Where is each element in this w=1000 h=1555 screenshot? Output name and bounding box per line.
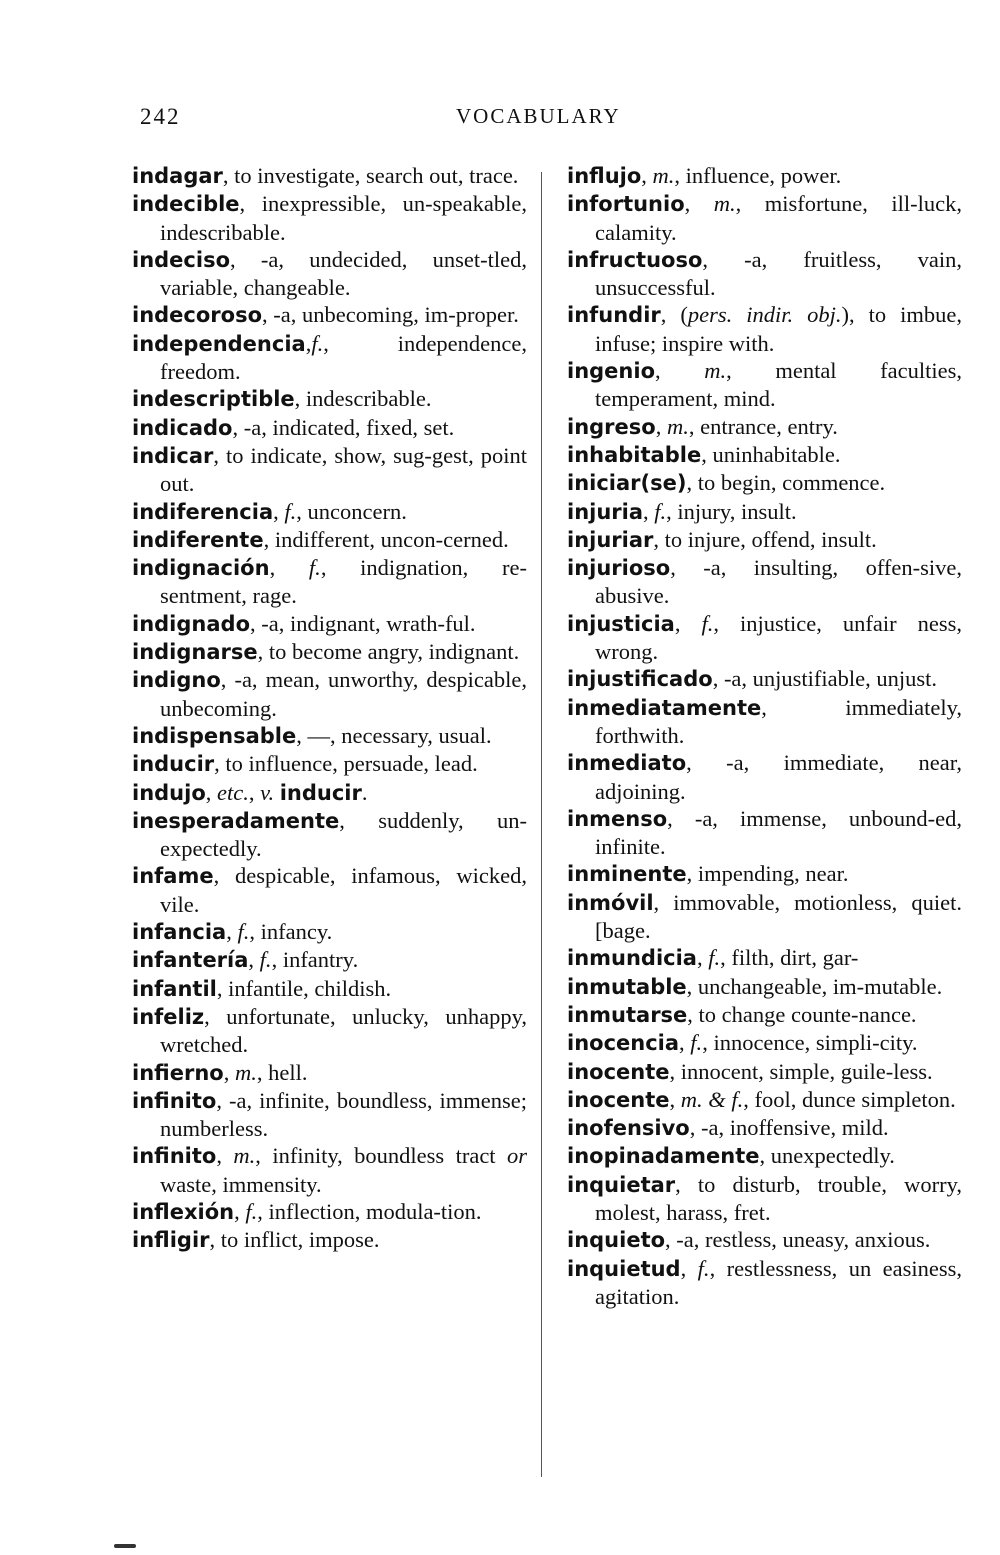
dictionary-entry [567,889,968,945]
definition-text: , [216,1143,234,1169]
headword: inmóvil [567,890,654,915]
dictionary-entry [132,301,527,329]
definition-text: , -a, immediate, near, adjoining. [595,750,968,804]
grammar-label: f. [311,330,324,356]
grammar-label: f. [237,919,250,945]
definition-text: , [680,1255,698,1281]
definition-text: , restlessness, un easiness, agitation. [595,1255,968,1309]
dictionary-entry [132,807,527,863]
dictionary-entry [132,162,527,190]
headword: infortunio [567,192,685,217]
definition-text: , [674,610,702,636]
left-column [132,162,533,1255]
definition-text: , [305,330,312,356]
headword: infligir [132,1228,210,1253]
headword: indignarse [132,640,258,665]
definition-text: , to begin, commence. [686,470,886,496]
definition-text: , -a, indignant, wrath-ful. [250,610,476,636]
dictionary-entry [132,526,527,554]
definition-text: , infinity, boundless tract [255,1143,507,1169]
definition-text: , [684,191,714,217]
grammar-label: f. [308,555,321,581]
dictionary-entry [132,862,533,918]
dictionary-entry [567,1086,962,1114]
headword: inmutarse [567,1002,688,1027]
headword: infundir [567,303,661,328]
dictionary-entry [132,1198,527,1226]
definition-text: , indignation, re-sentment, rage. [160,555,527,609]
headword: indecoroso [132,303,263,328]
definition-text: . [361,779,368,805]
headword: injusticia [567,611,675,636]
definition-text: , [234,1198,246,1224]
headword: inmutable [567,974,687,999]
definition-text: , fool, dunce simpleton. [743,1086,956,1112]
dictionary-entry [132,246,533,302]
dictionary-entry [567,749,968,805]
headword: inminente [567,862,687,887]
definition-text: , infancy. [249,919,333,945]
dictionary-entry [567,665,962,693]
grammar-label: m. [666,413,689,439]
definition-text: , influence, power. [674,163,842,188]
headword: injurioso [567,556,671,581]
headword: inquietar [567,1172,676,1197]
headword: iniciar(se) [567,471,687,496]
definition-text: , uninhabitable. [701,441,841,467]
definition-text: , [269,555,309,581]
definition-text: , injury, insult. [666,498,797,524]
definition-text: , infantile, childish. [216,975,392,1001]
definition-text: , unconcern. [296,498,407,524]
headword: infierno [132,1060,224,1085]
headword: indagar [132,164,223,188]
page-header [140,104,960,138]
headword: independencia [132,331,306,356]
column-divider [541,172,542,1477]
definition-text: ), to imbue, infuse; inspire with. [595,302,968,356]
dictionary-entry [567,162,962,190]
grammar-label: or [506,1143,527,1169]
definition-text: , inflection, modula-tion. [257,1198,482,1224]
dictionary-entry [567,944,962,972]
definition-text: , [273,498,285,524]
headword: inmediato [567,751,687,776]
definition-text: , [643,498,655,524]
definition-text: , to injure, offend, insult. [653,526,877,552]
headword: inflexión [132,1199,235,1224]
definition-text: , -a, inoffensive, mild. [689,1115,889,1141]
definition-text: , [223,1059,235,1085]
headword: infantil [132,976,217,1001]
headword: inopinadamente [567,1144,760,1169]
headword: inducir [279,780,362,805]
headword: inocencia [567,1031,680,1056]
definition-text: , hell. [256,1059,308,1085]
definition-text: , innocent, simple, guile-less. [669,1058,933,1084]
headword: inofensivo [567,1116,690,1141]
definition-text: , -a, infinite, boundless, immense; numberless. [160,1087,533,1142]
definition-text: , to indicate, show, sug-gest, point out. [160,442,533,497]
grammar-label: f. [245,1198,258,1224]
definition-text: , [696,945,709,971]
dictionary-entry [132,1142,533,1198]
headword: injuria [567,499,644,524]
definition-text: , [248,779,261,805]
headword: inquietud [567,1256,681,1281]
dictionary-entry [132,1059,527,1087]
definition-text: , to investigate, search out, trace. [222,163,519,188]
definition-text: , [655,358,705,384]
definition-text: , -a, unjustifiable, unjust. [712,666,938,692]
page-number: 242 [140,104,181,129]
dictionary-entry [567,1029,962,1057]
grammar-label: m. [233,1143,256,1169]
headword: injustificado [567,667,713,692]
headword: indecible [132,192,240,217]
definition-text: , -a, unbecoming, im-proper. [262,302,519,328]
grammar-label: m. & f. [680,1086,744,1112]
dictionary-entry [567,1058,962,1086]
headword: infancia [132,920,227,945]
dictionary-entry [132,779,527,807]
definition-text: , [205,779,218,805]
dictionary-entry [132,414,527,442]
dictionary-entry [567,973,962,1001]
definition-text: , immovable, motionless, quiet. [bage. [595,889,968,944]
headword: indigno [132,668,221,693]
dictionary-entry [132,638,527,666]
definition-text: , indescribable. [294,386,432,412]
grammar-label: f. [701,610,714,636]
dictionary-entry [132,750,527,778]
headword: infantería [132,948,249,973]
dictionary-entry [567,1114,962,1142]
definition-text: , mental faculties, temperament, mind. [595,358,968,412]
dictionary-entry [567,1001,962,1029]
definition-text: , innocence, simpli-city. [702,1030,918,1056]
dictionary-entry [132,722,527,750]
headword: inhabitable [567,442,702,467]
definition-text: , immediately, forthwith. [595,694,968,748]
definition-text: , -a, indicated, fixed, set. [232,414,455,440]
definition-text: , -a, restless, uneasy, anxious. [665,1227,931,1253]
definition-text: , misfortune, ill-luck, calamity. [595,191,968,245]
headword: injuriar [567,527,654,552]
dictionary-entry [132,918,527,946]
headword: inocente [567,1059,670,1084]
definition-text: , infantry. [271,947,359,973]
grammar-label: m. [652,163,675,188]
definition-text: , [248,947,260,973]
dictionary-entry [132,1087,533,1143]
grammar-label: f. [708,945,721,971]
dictionary-entry [567,610,968,666]
definition-text: , ( [660,302,688,328]
headword: inmediatamente [567,695,762,720]
dictionary-entry [567,357,968,413]
headword: indiferencia [132,499,274,524]
grammar-label: v. [260,779,275,805]
headword: infame [132,864,214,889]
dictionary-entry [567,526,962,554]
right-column [567,162,968,1310]
dictionary-entry [132,554,527,610]
definition-text: , -a, insulting, offen-sive, abusive. [595,555,968,609]
definition-text: , unchangeable, im-mutable. [686,973,943,999]
definition-text: , injustice, unfair ness, wrong. [595,610,968,665]
dictionary-entry [132,946,527,974]
dictionary-entry [567,190,968,246]
definition-text: , -a, fruitless, vain, unsuccessful. [595,246,968,301]
definition-text: , entrance, entry. [688,413,838,439]
headword: inmenso [567,806,668,831]
headword: indignado [132,611,250,636]
running-head: VOCABULARY [456,104,621,128]
dictionary-entry [132,190,533,246]
dictionary-entry [567,1171,968,1227]
dictionary-entry [567,246,968,302]
grammar-label: m. [713,191,736,217]
dictionary-entry [132,330,533,386]
grammar-label: etc. [217,779,249,805]
definition-text: , [655,413,667,439]
definition-text: , [669,1086,681,1112]
definition-text: , unexpectedly. [759,1143,895,1169]
definition-text: , suddenly, un-expectedly. [160,807,527,862]
dictionary-entry [132,385,527,413]
headword: indeciso [132,247,230,272]
definition-text: , to change counte-nance. [687,1001,917,1027]
definition-text: waste, immensity. [160,1143,533,1197]
definition-text: , -a, immense, unbound-ed, infinite. [595,805,968,860]
headword: indescriptible [132,387,295,412]
dictionary-entry [132,975,527,1003]
ink-smudge [114,1544,136,1548]
dictionary-entry [567,301,968,357]
definition-text: , unfortunate, unlucky, unhappy, wretched. [160,1003,533,1058]
definition-text: , to inflict, impose. [209,1227,380,1253]
definition-text: , -a, undecided, unset-tled, variable, changeable. [160,246,533,301]
headword: infinito [132,1144,217,1169]
grammar-label: f. [654,498,667,524]
headword: ingreso [567,414,656,439]
definition-text: , indifferent, uncon-cerned. [263,526,509,552]
dictionary-entry [132,1226,527,1254]
dictionary-entry [132,666,533,722]
dictionary-entry [567,469,962,497]
definition-text: , impending, near. [686,861,849,887]
grammar-label: f. [284,498,297,524]
grammar-label: f. [697,1255,710,1281]
dictionary-entry [132,442,533,498]
dictionary-entry [567,498,962,526]
headword: indicar [132,443,214,468]
dictionary-entry [567,1226,962,1254]
definition-text: , —, necessary, usual. [296,722,492,748]
headword: infructuoso [567,247,703,272]
definition-text: , to disturb, trouble, worry, molest, harass, fret. [595,1171,968,1225]
dictionary-entry [132,498,527,526]
headword: indujo [132,780,206,805]
definition-text: , [679,1030,691,1056]
headword: indignación [132,556,270,581]
definition-text: , to become angry, indignant. [257,639,520,665]
definition-text: , inexpressible, un-speakable, indescribable. [160,191,533,245]
definition-text: , [641,163,653,188]
definition-text: , despicable, infamous, wicked, vile. [160,863,533,917]
definition-text: , filth, dirt, gar- [720,945,859,971]
dictionary-entry [567,1142,962,1170]
definition-text: , [226,919,238,945]
definition-text: , independence, freedom. [160,330,533,385]
grammar-label: m. [704,358,727,384]
headword: inquieto [567,1228,666,1253]
grammar-label: f. [690,1030,703,1056]
dictionary-entry [567,441,962,469]
dictionary-entry [567,1255,968,1311]
headword: indicado [132,415,233,440]
dictionary-entry [132,1003,533,1059]
headword: inmundicia [567,946,697,971]
grammar-label: f. [259,947,272,973]
headword: infeliz [132,1004,205,1029]
dictionary-entry [567,554,968,610]
headword: infinito [132,1088,217,1113]
dictionary-entry [567,805,968,861]
definition-text: , to influence, persuade, lead. [214,751,478,777]
dictionary-entry [567,860,962,888]
headword: influjo [567,164,642,188]
definition-text: , -a, mean, unworthy, despicable, unbecoming. [160,667,533,721]
headword: indispensable [132,723,297,748]
dictionary-entry [132,610,527,638]
grammar-label: m. [234,1059,257,1085]
headword: inducir [132,752,215,777]
grammar-label: pers. indir. obj. [687,302,842,328]
dictionary-entry [567,694,968,750]
headword: inesperadamente [132,808,340,833]
headword: inocente [567,1087,670,1112]
headword: indiferente [132,527,264,552]
headword: ingenio [567,359,655,384]
dictionary-entry [567,413,962,441]
